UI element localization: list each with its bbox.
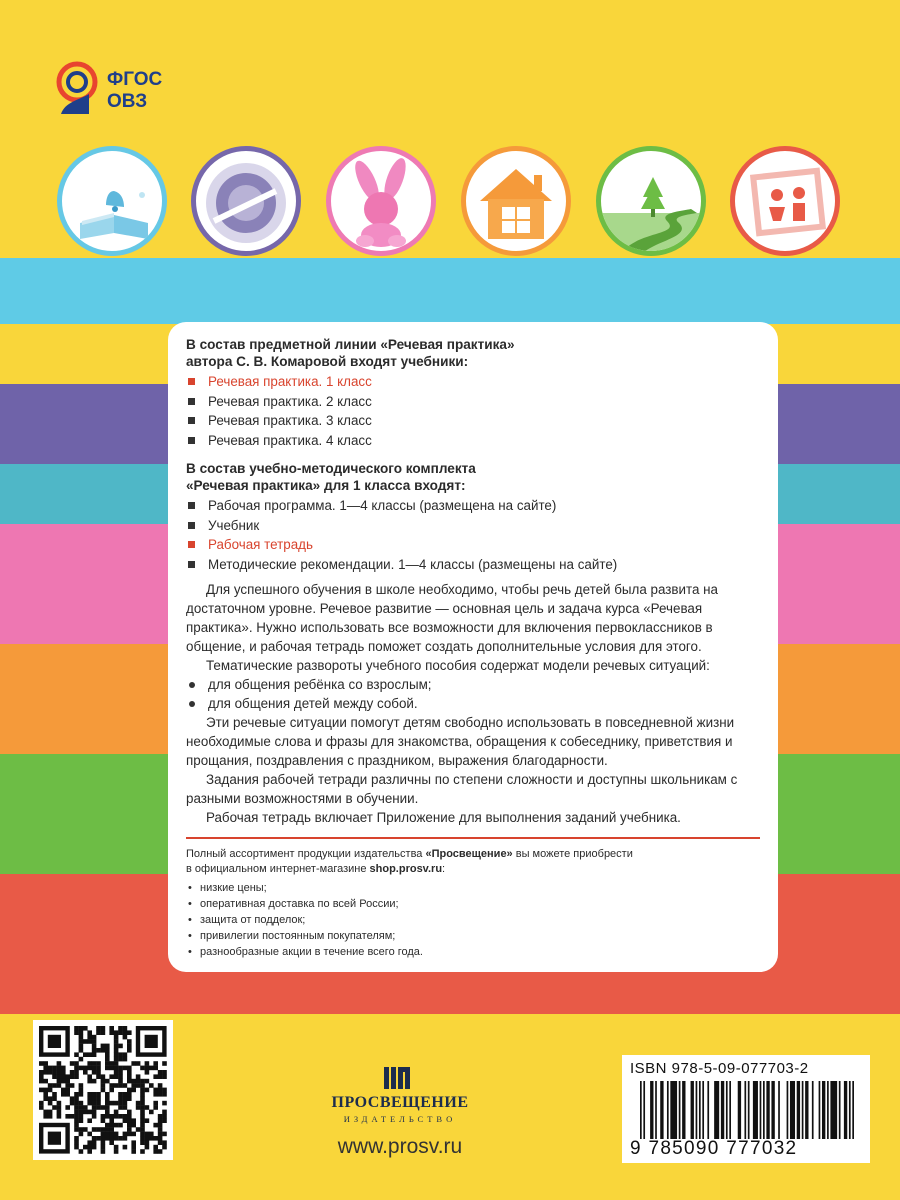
list-item: Рабочая тетрадь xyxy=(186,535,760,555)
kit-heading-line2: «Речевая практика» для 1 класса входят: xyxy=(186,478,466,493)
textbooks-heading-line2: автора С. В. Комаровой входят учебники: xyxy=(186,354,469,369)
publisher-subtitle: ИЗДАТЕЛЬСТВО xyxy=(343,1114,457,1124)
book-bell-icon xyxy=(57,146,167,256)
textbooks-heading-line1: В состав предметной линии «Речевая практика» xyxy=(186,337,515,352)
situations-list xyxy=(186,675,760,713)
paragraph: Для успешного обучения в школе необходимо, чтобы речь детей была развита на достаточном уровне. Речевое развитие — основная цель и задача курса «Речевая практика». Нужно использовать все возможности для включения первоклассников в общение, и рабочая тетрадь поможет создать дополнительные условия для этого. xyxy=(186,582,718,654)
list-item: • низкие цены; xyxy=(186,880,760,896)
publisher-name: ПРОСВЕЩЕНИЕ xyxy=(331,1094,469,1111)
list-item: Речевая практика. 1 класс xyxy=(186,372,760,392)
list-item: • оперативная доставка по всей России; xyxy=(186,896,760,912)
logo-text-fgos: ФГОС xyxy=(107,69,163,90)
stripe-blue xyxy=(0,258,900,324)
barcode-digits: 9 785090 777032 xyxy=(630,1138,798,1159)
isbn-barcode xyxy=(622,1055,870,1163)
qr-code[interactable] xyxy=(33,1020,173,1160)
textbooks-list xyxy=(186,372,760,450)
list-item: Учебник xyxy=(186,516,760,536)
plate-icon xyxy=(191,146,301,256)
list-item: Речевая практика. 2 класс xyxy=(186,392,760,412)
shop-text: Полный ассортимент продукции издательства xyxy=(186,848,426,860)
shop-text: в официальном интернет-магазине xyxy=(186,863,370,875)
paragraph: Тематические развороты учебного пособия содержат модели речевых ситуаций: xyxy=(206,658,710,673)
fgos-emblem-icon xyxy=(55,58,103,120)
paragraph: Задания рабочей тетради различны по степени сложности и доступны школьникам с разными возможностями в обучении. xyxy=(186,772,738,806)
logo-text-ovz: ОВЗ xyxy=(107,91,148,112)
list-item: для общения детей между собой. xyxy=(186,694,760,713)
kit-heading-line1: В состав учебно-методического комплекта xyxy=(186,461,476,476)
isbn-text: ISBN 978-5-09-077703-2 xyxy=(630,1060,809,1077)
qr-code-icon xyxy=(33,1020,173,1160)
shop-publisher: «Просвещение» xyxy=(425,848,513,860)
list-item: • привилегии постоянным покупателям; xyxy=(186,928,760,944)
paragraph: Эти речевые ситуации помогут детям свободно использовать в повседневной жизни необходимые слова и фразы для знакомства, обращения к собеседнику, приветствия и прощания, поздравления с праздником, выражения благодарности. xyxy=(186,715,735,768)
house-icon xyxy=(461,146,571,256)
info-card xyxy=(168,322,778,972)
shop-text: вы можете приобрести xyxy=(512,848,633,860)
benefits-list xyxy=(186,880,760,960)
kit-list xyxy=(186,496,760,574)
bunny-toy-icon xyxy=(326,146,436,256)
publisher-website-link[interactable]: www.prosv.ru xyxy=(337,1135,463,1158)
list-item: • защита от подделок; xyxy=(186,912,760,928)
shop-url-link[interactable]: shop.prosv.ru xyxy=(369,863,443,875)
list-item: Методические рекомендации. 1—4 классы (размещены на сайте) xyxy=(186,555,760,575)
list-item: Рабочая программа. 1—4 классы (размещена на сайте) xyxy=(186,496,760,516)
road-tree-icon xyxy=(596,146,706,256)
list-item: для общения ребёнка со взрослым; xyxy=(186,675,760,694)
fgos-logo xyxy=(55,58,195,120)
list-item: Речевая практика. 3 класс xyxy=(186,411,760,431)
divider xyxy=(186,837,760,839)
list-item: Речевая практика. 4 класс xyxy=(186,431,760,451)
paragraph: Рабочая тетрадь включает Приложение для выполнения заданий учебника. xyxy=(206,810,681,825)
children-photo-icon xyxy=(730,146,840,256)
publisher-logo-icon xyxy=(382,1065,412,1091)
shop-text: : xyxy=(442,863,446,875)
barcode-icon xyxy=(640,1081,854,1139)
shop-info xyxy=(186,847,760,877)
list-item: • разнообразные акции в течение всего года. xyxy=(186,944,760,960)
